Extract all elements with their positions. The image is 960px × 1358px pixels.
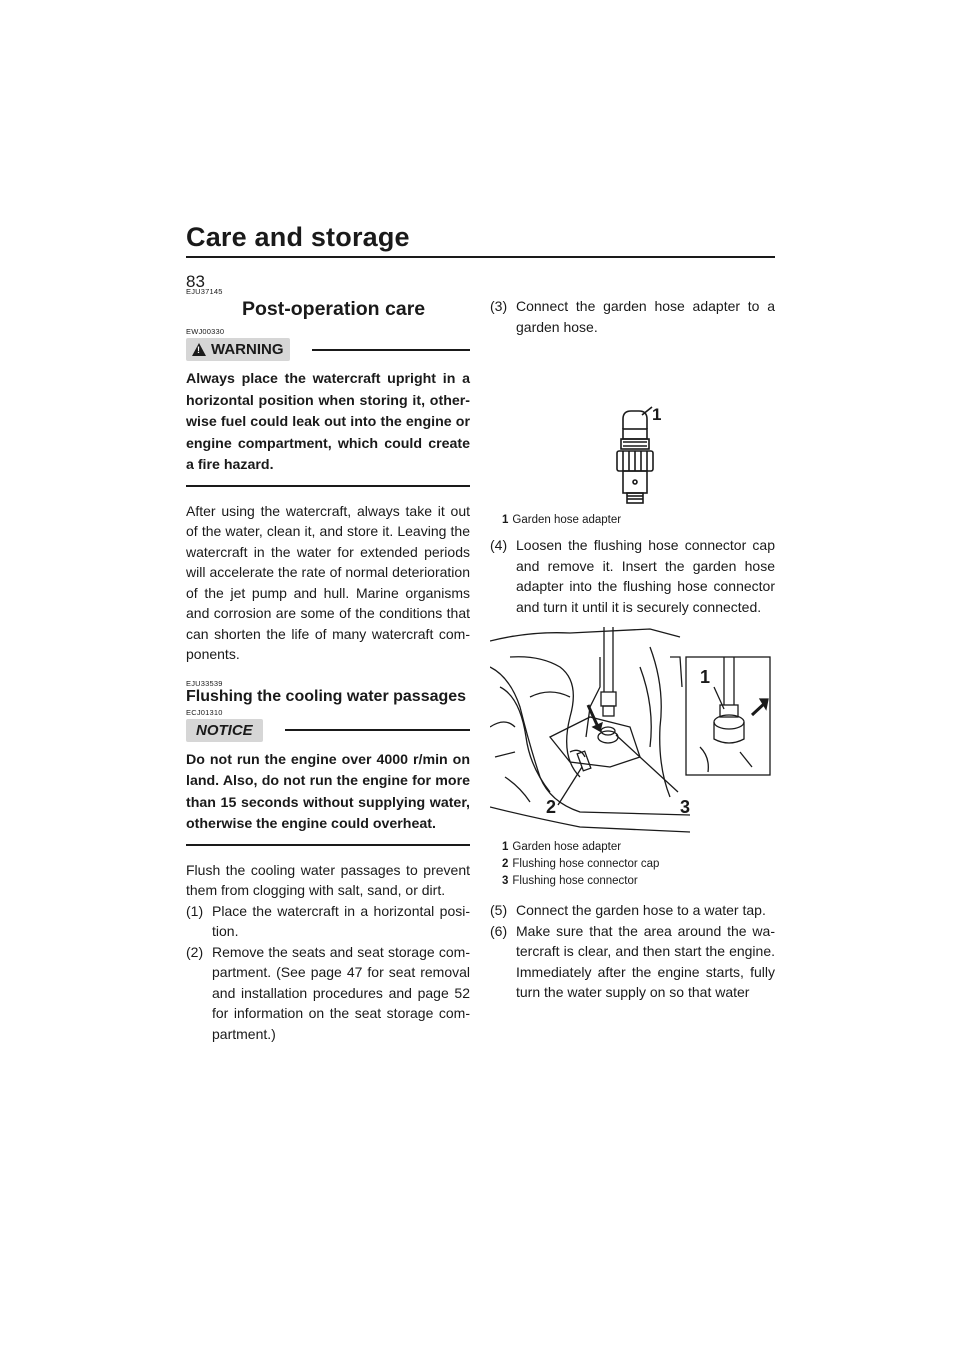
- garden-hose-adapter-illustration: [490, 347, 775, 512]
- right-column: [490, 296, 775, 1003]
- figure-caption: [502, 839, 775, 856]
- code-ref: EWJ00330: [186, 327, 225, 336]
- flushing-connector-figure: [490, 627, 775, 839]
- callout-3: 3: [680, 797, 691, 817]
- callout-1: 1: [700, 667, 711, 687]
- code-ref: ECJ01310: [186, 707, 223, 717]
- body-paragraph: [186, 501, 470, 665]
- figure-caption: [502, 873, 775, 890]
- step-number: (1): [186, 902, 204, 919]
- step-text: Place the watercraft in a horizontal posi-tion.: [212, 902, 470, 939]
- caption-text: Flushing hose connector cap: [512, 858, 660, 870]
- step-text: Remove the seats and seat storage com-partment. (See page 47 for seat removal and installation procedures and page 52 for information on the seat storage com-partment.): [212, 943, 470, 1042]
- header-rule: [186, 256, 775, 258]
- step-item: [490, 535, 775, 617]
- step-number: (6): [490, 922, 508, 939]
- code-ref: EJU33539: [186, 678, 223, 688]
- warning-bar: [186, 338, 470, 361]
- subsection-title: Flushing the cooling water passages: [186, 687, 467, 705]
- step-item: [490, 921, 775, 1003]
- caption-text: Flushing hose connector: [512, 875, 638, 887]
- step-item: [186, 942, 470, 1045]
- figure-caption: [502, 856, 775, 873]
- warning-rule: [312, 349, 471, 351]
- caption-number: 1: [502, 841, 509, 853]
- paragraph-text: Flush the cooling water passages to prevent them from clogging with salt, sand, or dirt.: [186, 861, 470, 898]
- body-paragraph: [186, 860, 470, 901]
- caption-number: 2: [502, 858, 509, 870]
- step-number: (3): [490, 298, 508, 314]
- callout-1: 1: [652, 405, 662, 424]
- step-number: (5): [490, 902, 508, 918]
- step-text: Connect the garden hose to a water tap.: [516, 902, 766, 918]
- section-title: Post-operation care: [242, 298, 426, 320]
- warning-text: Always place the watercraft upright in a horizontal position when storing it, other-wise fuel could leak out into the engine or engine compartment, which could create a fire hazard.: [186, 369, 470, 487]
- left-column: [186, 272, 470, 1044]
- flushing-connector-illustration: [490, 627, 775, 839]
- step-text: Loosen the flushing hose connector cap and remove it. Insert the garden hose adapter into the flushing hose connector and turn it until it is securely connected.: [516, 537, 775, 615]
- garden-hose-adapter-figure: [490, 347, 775, 512]
- step-text: Make sure that the area around the wa-tercraft is clear, and then start the engine. Immediately after the engine starts, fully turn the water supply on so that water: [516, 922, 775, 1000]
- notice-badge: NOTICE: [186, 719, 263, 742]
- step-text: Connect the garden hose adapter to a garden hose.: [516, 298, 775, 335]
- figure-caption: [502, 512, 775, 529]
- notice-bar: [186, 719, 470, 742]
- caption-text: Garden hose adapter: [512, 841, 622, 853]
- step-number: (2): [186, 943, 204, 960]
- page-header-title: Care and storage: [186, 222, 410, 252]
- caption-number: 3: [502, 875, 509, 887]
- callout-2: 2: [546, 797, 557, 817]
- step-number: (4): [490, 537, 508, 553]
- paragraph-text: After using the watercraft, always take it out of the water, clean it, and store it. Leaving the watercraft in the water for extended periods will accelerate the rate of normal deterioration of the jet pump and hull. Marine organisms and corrosion are some of the conditions that can shorten the life of many watercraft com-ponents.: [186, 502, 470, 662]
- step-item: [186, 901, 470, 942]
- caption-text: Garden hose adapter: [512, 514, 622, 526]
- code-ref: EJU37145: [186, 287, 223, 296]
- page-number: 83: [186, 272, 205, 291]
- notice-rule: [285, 729, 470, 731]
- step-item: [490, 900, 775, 921]
- warning-badge: [186, 338, 290, 361]
- warning-icon: !: [192, 343, 206, 356]
- caption-number: 1: [502, 514, 509, 526]
- notice-text: Do not run the engine over 4000 r/min on land. Also, do not run the engine for more than 15 seconds without supplying water, otherwise the engine could overheat.: [186, 750, 470, 846]
- step-item: [490, 296, 775, 337]
- warning-label: WARNING: [211, 341, 284, 358]
